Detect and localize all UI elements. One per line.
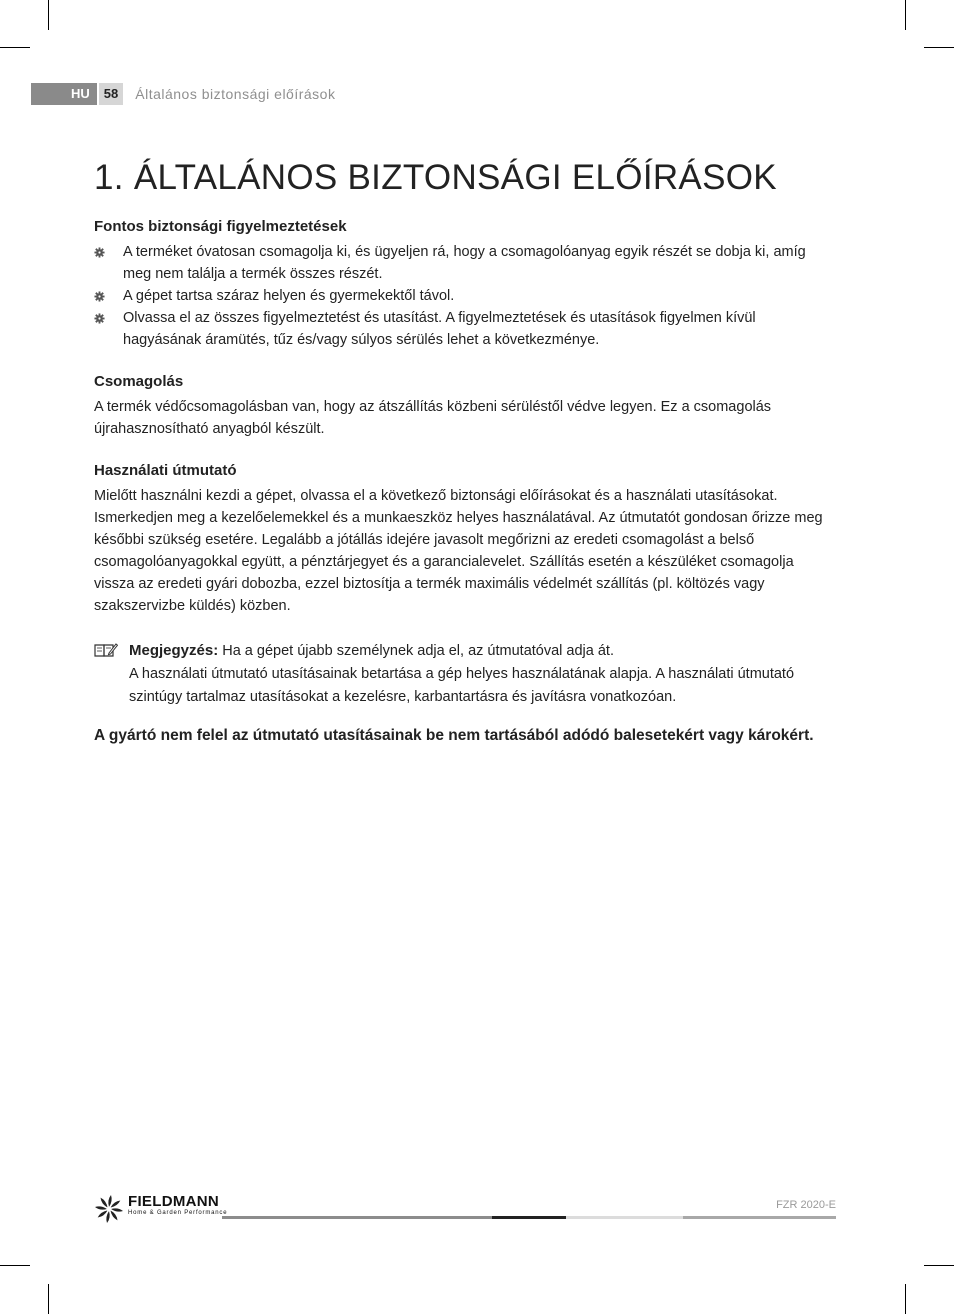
- crop-mark: [0, 47, 30, 48]
- section-heading: Csomagolás: [94, 373, 184, 390]
- page-number: 58: [99, 83, 123, 105]
- list-item-text: A gépet tartsa száraz helyen és gyermekektől távol.: [123, 288, 455, 304]
- gear-bullet-icon: [94, 247, 105, 258]
- manual-text: Mielőtt használni kezdi a gépet, olvassa el a következő biztonsági előírásokat és a használati utasításokat. Ismerkedjen meg a kezelőelemekkel és a munkaeszköz helyes használatával. Az útmutatót gondosan őrizze meg későbbi szükség esetére. Legalább a jótállás idejére javasolt megőrizni az eredeti csomagolást a belső csomagolóanyagokkal együtt, a pénztárjegyet és a garancialevelet. Szállítás esetén a készüléket csomagolja vissza az eredeti gyári dobozba, ezzel biztosítja a termék maximális védelmét szállítás (pl. költözés vagy szakszervizbe küldés) közben.: [94, 488, 823, 614]
- manual-section: [94, 462, 834, 617]
- gear-bullet-icon: [94, 291, 105, 302]
- list-item: [94, 285, 834, 307]
- page-title: 1. ÁLTALÁNOS BIZTONSÁGI ELŐÍRÁSOK: [94, 158, 777, 197]
- list-item: [94, 307, 834, 351]
- section-heading: Használati útmutató: [94, 462, 237, 479]
- crop-mark: [48, 1284, 49, 1314]
- note-label: Megjegyzés:: [129, 642, 219, 659]
- crop-mark: [48, 0, 49, 30]
- language-badge: HU: [69, 83, 97, 105]
- note-line-2: A használati útmutató utasításainak betartása a gép helyes használatának alapja. A használati útmutató szintúgy tartalmaz utasításokat a kezelésre, karbantartásra és javításra vonatkozóan.: [129, 666, 795, 705]
- running-header: [31, 83, 335, 105]
- brand-logo: [94, 1194, 227, 1224]
- packaging-text: A termék védőcsomagolásban van, hogy az átszállítás közbeni sérüléstől védve legyen. Ez a csomagolás újrahasznosítható anyagból készült.: [94, 399, 772, 437]
- footer-rule-segment: [683, 1216, 836, 1219]
- footer: [94, 1194, 836, 1224]
- running-title: Általános biztonsági előírások: [135, 86, 336, 102]
- list-item: [94, 241, 834, 285]
- book-pencil-icon: [94, 642, 118, 658]
- crop-mark: [905, 0, 906, 30]
- header-tab-bar: [31, 83, 69, 105]
- footer-rule-segment: [222, 1216, 492, 1219]
- section-heading: Fontos biztonsági figyelmeztetések: [94, 218, 347, 235]
- brand-text: [128, 1194, 227, 1216]
- crop-mark: [905, 1284, 906, 1314]
- footer-rule-segment: [566, 1216, 683, 1219]
- model-number: FZR 2020-E: [776, 1199, 836, 1211]
- footer-rule-segment: [492, 1216, 566, 1219]
- warning-list: [94, 241, 834, 351]
- gear-bullet-icon: [94, 313, 105, 324]
- list-item-text: Olvassa el az összes figyelmeztetést és utasítást. A figyelmeztetések és utasítások figyelmen kívül hagyásának áramütés, tűz és/vagy súlyos sérülés lehet a következménye.: [123, 310, 756, 348]
- note-line-1: Ha a gépet újabb személynek adja el, az útmutatóval adja át.: [222, 643, 614, 659]
- list-item-text: A terméket óvatosan csomagolja ki, és ügyeljen rá, hogy a csomagolóanyag egyik részét se dobja ki, amíg meg nem találja a termék összes részét.: [123, 244, 806, 282]
- brand-name: FIELDMANN: [128, 1193, 220, 1210]
- packaging-section: [94, 373, 834, 440]
- note-block: [94, 639, 834, 709]
- brand-tagline: Home & Garden Performance: [128, 1210, 228, 1216]
- crop-mark: [924, 47, 954, 48]
- fieldmann-logo-icon: [94, 1194, 124, 1224]
- crop-mark: [924, 1265, 954, 1266]
- warnings-section: [94, 218, 834, 351]
- liability-disclaimer: A gyártó nem felel az útmutató utasításainak be nem tartásából adódó balesetekért vagy károkért.: [94, 727, 814, 744]
- crop-mark: [0, 1265, 30, 1266]
- page-content: [94, 158, 834, 747]
